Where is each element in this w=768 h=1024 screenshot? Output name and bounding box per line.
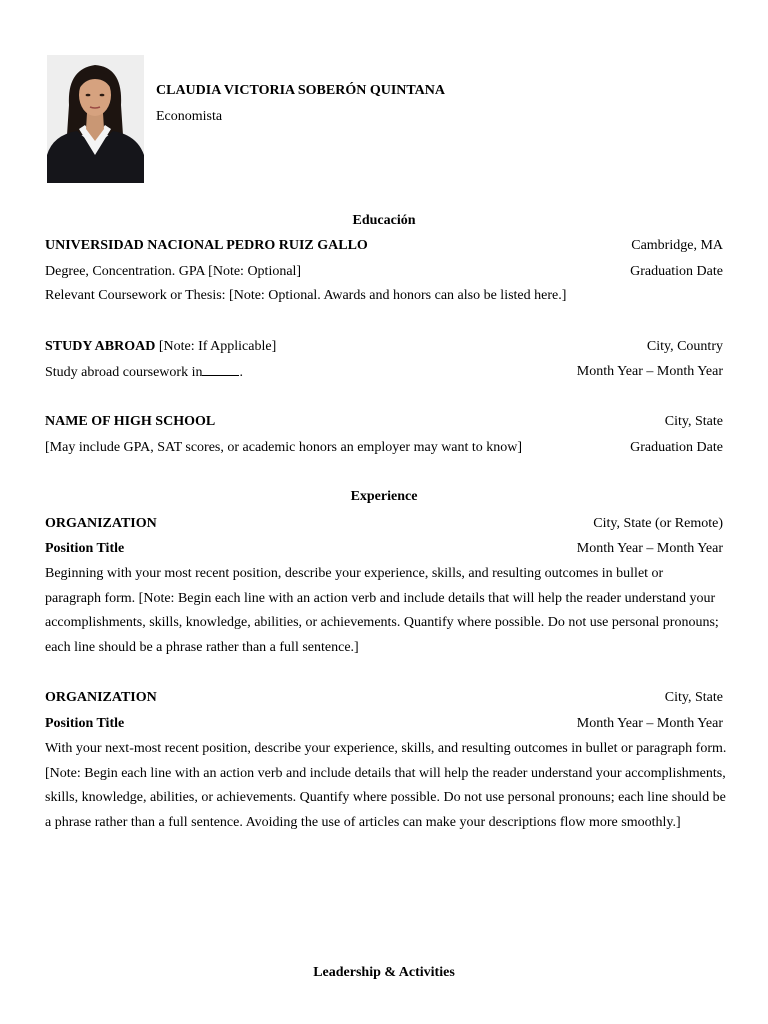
- study-abroad-note: [Note: If Applicable]: [155, 339, 277, 354]
- study-abroad-location: City, Country: [646, 339, 723, 354]
- position-date: Month Year – Month Year: [576, 716, 723, 731]
- university-location: Cambridge, MA: [631, 238, 723, 253]
- leadership-heading: Leadership & Activities: [313, 965, 455, 980]
- study-abroad-heading: [45, 338, 276, 355]
- university-coursework: Relevant Coursework or Thesis: [Note: Optional. Awards and honors can also be listed here.]: [45, 288, 567, 303]
- org-name: ORGANIZATION: [45, 690, 157, 705]
- high-school-date: Graduation Date: [630, 440, 723, 455]
- study-abroad-coursework-suffix: .: [239, 365, 243, 380]
- candidate-name: CLAUDIA VICTORIA SOBERÓN QUINTANA: [156, 83, 446, 98]
- experience-description-line: each line should be a phrase rather than a full sentence.]: [45, 640, 359, 655]
- profile-photo: [47, 55, 144, 183]
- experience-description-line: accomplishments, skills, knowledge, abilities, or achievements. Quantify where possible. Do not use personal pronouns;: [45, 615, 719, 630]
- experience-description-line: [Note: Begin each line with an action verb and include details that will help the reader understand your accomplishments,: [45, 766, 726, 781]
- candidate-title: Economista: [156, 109, 223, 124]
- education-heading: Educación: [352, 213, 416, 228]
- university-date: Graduation Date: [630, 264, 723, 279]
- position-title: Position Title: [45, 541, 125, 556]
- study-abroad-coursework-prefix: Study abroad coursework in: [45, 365, 203, 380]
- high-school-location: City, State: [664, 414, 723, 429]
- study-abroad-name: STUDY ABROAD: [45, 339, 156, 354]
- experience-description-line: skills, knowledge, abilities, or achievements. Quantify where possible. Do not use personal pronouns; each line should be: [45, 790, 726, 805]
- high-school-name: NAME OF HIGH SCHOOL: [45, 414, 216, 429]
- university-name: UNIVERSIDAD NACIONAL PEDRO RUIZ GALLO: [45, 238, 368, 253]
- experience-description-line: With your next-most recent position, describe your experience, skills, and resulting outcomes in bullet or paragraph form.: [45, 741, 727, 756]
- experience-description-line: paragraph form. [Note: Begin each line with an action verb and include details that will help the reader understand your: [45, 591, 716, 606]
- org-location: City, State: [664, 690, 723, 705]
- experience-heading: Experience: [350, 489, 418, 504]
- study-abroad-coursework: [45, 363, 243, 381]
- org-name: ORGANIZATION: [45, 516, 157, 531]
- high-school-detail: [May include GPA, SAT scores, or academic honors an employer may want to know]: [45, 440, 523, 455]
- org-location: City, State (or Remote): [593, 516, 723, 531]
- fill-in-blank: [202, 363, 239, 376]
- position-date: Month Year – Month Year: [576, 541, 723, 556]
- position-title: Position Title: [45, 716, 125, 731]
- experience-description-line: a phrase rather than a full sentence. Avoiding the use of articles can make your descriptions flow more smoothly.]: [45, 815, 681, 830]
- university-degree: Degree, Concentration. GPA [Note: Optional]: [45, 264, 302, 279]
- experience-description-line: Beginning with your most recent position, describe your experience, skills, and resulting outcomes in bullet or: [45, 566, 664, 581]
- study-abroad-date: Month Year – Month Year: [576, 364, 723, 379]
